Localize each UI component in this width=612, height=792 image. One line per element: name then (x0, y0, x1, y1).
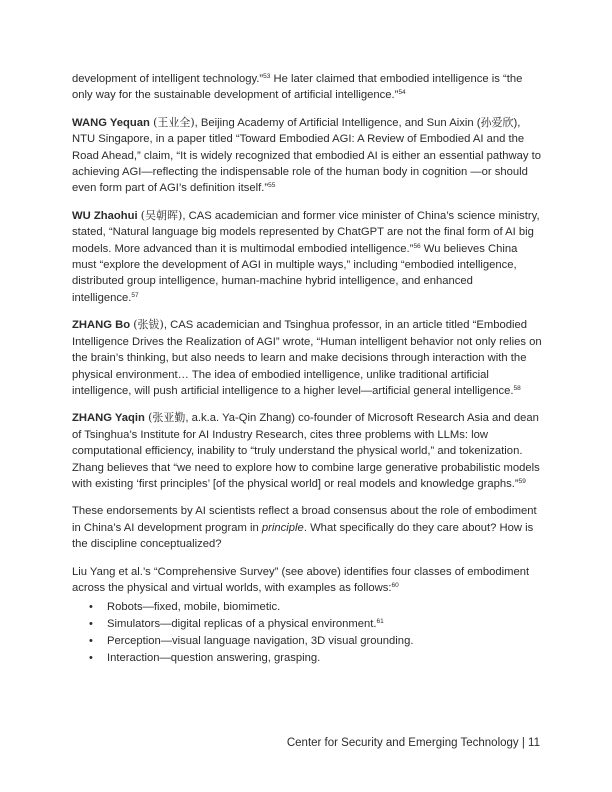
footnote-ref[interactable]: 56 (413, 242, 421, 250)
list-item: • Interaction—question answering, grasping. (72, 650, 542, 667)
footnote-ref[interactable]: 60 (391, 581, 399, 589)
footnote-ref[interactable]: 58 (513, 384, 521, 392)
person-name: ZHANG Bo (72, 319, 131, 332)
person-name: WU Zhaohui (72, 209, 138, 222)
paragraph-zhang-yaqin: ZHANG Yaqin (张亚勤, a.k.a. Ya-Qin Zhang) co-founder of Microsoft Research Asia and dean of Tsinghua’s Institute for AI Industry Research, cites three problems with LLMs: low computational efficiency, inability to “truly understand the physical world,” and tokenization. Zhang believes that “we need to explore how to combine large generative probabilistic models with existing ‘first principles’ [of the physical world] or real models and knowledge graphs.”$^{59}$ (72, 411, 540, 490)
embodiment-classes-list (72, 599, 542, 666)
paragraph-survey: Liu Yang et al.’s “Comprehensive Survey” (see above) identifies four classes of embodiment across the physical and virtual worlds, with examples as follows:$^{60}$ (72, 565, 530, 594)
paragraph-zhang-bo: ZHANG Bo (张钹), CAS academician and Tsinghua professor, in an article titled “Embodied Intelligence Drives the Realization of AGI” wrote, “Human intelligent behavior not only relies on the brain’s thinking, but also needs to learn and make decisions through interaction with the physical environment… The idea of embodied intelligence, unlike traditional artificial intelligence, will push artificial intelligence to a higher level—artificial general intelligence.$^{58}$ (72, 318, 542, 397)
page-footer: Center for Security and Emerging Technology | 11 (286, 737, 540, 749)
footnote-ref[interactable]: 61 (376, 618, 384, 626)
paragraph-consensus: These endorsements by AI scientists reflect a broad consensus about the role of embodiment in China’s AI development program in principle. What specifically do they care about? How is the discipline conceptualized? (72, 505, 537, 551)
chinese-name: 孙爱欣 (480, 115, 514, 129)
footnote-ref[interactable]: 55 (268, 182, 276, 190)
footnote-ref[interactable]: 57 (131, 291, 139, 299)
chinese-name: (吴朝晖) (140, 208, 183, 222)
paragraph-intro: development of intelligent technology.”$^{53}$ He later claimed that embodied intelligence is “the only way for the sustainable development of artificial intelligence.”$^{54}$ (72, 73, 523, 102)
person-name: ZHANG Yaqin (72, 412, 145, 425)
list-item: • Simulators—digital replicas of a physical environment.$^{61}$ (72, 616, 542, 633)
footnote-ref[interactable]: 54 (398, 89, 406, 97)
list-item: • Robots—fixed, mobile, biomimetic. (72, 599, 542, 616)
chinese-name: (张钹) (133, 318, 164, 332)
chinese-name: (王业全) (153, 115, 195, 129)
emphasis: principle (261, 521, 304, 534)
list-item: • Perception—visual language navigation, 3D visual grounding. (72, 633, 542, 650)
chinese-name: (张亚勤 (148, 411, 186, 425)
footnote-ref[interactable]: 59 (518, 477, 526, 485)
paragraph-wang-yequan: WANG Yequan (王业全), Beijing Academy of Artificial Intelligence, and Sun Aixin (孙爱欣), NTU Singapore, in a paper titled “Toward Embodied AGI: A Review of Embodied AI and the Road Ahead,” claim, “It is widely recognized that embodied AI is either an essential pathway to achieving AGI—reflecting the indispensable role of the human body in cognition —or should even form part of AGI’s definition itself.”$^{55}$ (72, 115, 542, 195)
person-name: WANG Yequan (72, 116, 150, 129)
footnote-ref[interactable]: 53 (263, 73, 271, 80)
paragraph-wu-zhaohui: WU Zhaohui (吴朝晖), CAS academician and former vice minister of China’s science ministry, stated, “Natural language big models represented by ChatGPT are not the final form of AI big models. More advanced than it is multimodal embodied intelligence.”$^{56}$ Wu believes China must “explore the development of AGI in multiple ways,” including “embodied intelligence, distributed group intelligence, human-machine hybrid intelligence, and enhanced intelligence.$^{57}$ (72, 208, 540, 304)
body-text (72, 71, 542, 667)
